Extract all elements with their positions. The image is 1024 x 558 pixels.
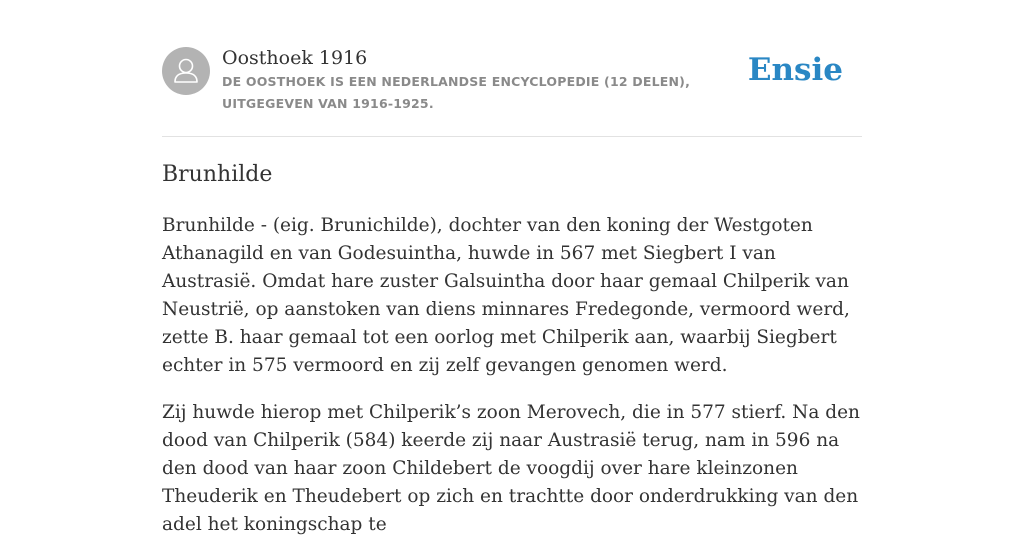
ensie-logo[interactable]: Ensie — [747, 52, 843, 88]
article-paragraph: Brunhilde - (eig. Brunichilde), dochter van den koning der Westgoten Athanagild en van Godesuintha, huwde in 567 met Siegbert I van Austrasië. Omdat hare zuster Galsuintha door haar gemaal Chilperik van Neustrië, op aanstoken van diens minnares Fredegonde, vermoord werd, zette B. haar gemaal tot een oorlog met Chilperik aan, waarbij Siegbert echter in 575 vermoord en zij zelf gevangen genomen werd. — [162, 215, 850, 376]
article-body — [162, 212, 862, 558]
article-paragraph: Zij huwde hierop met Chilperik’s zoon Merovech, die in 577 stierf. Na den dood van Chilperik (584) keerde zij naar Austrasië terug, nam in 596 na den dood van haar zoon Childebert de voogdij over hare kleinzonen Theuderik en Theudebert op zich en trachtte door onderdrukking van den adel het koningschap te — [162, 402, 860, 535]
source-description: DE OOSTHOEK IS EEN NEDERLANDSE ENCYCLOPEDIE (12 DELEN), UITGEGEVEN VAN 1916-1925. — [222, 74, 691, 111]
source-avatar[interactable] — [162, 47, 210, 95]
source-header — [162, 46, 862, 137]
source-name[interactable]: Oosthoek 1916 — [222, 47, 368, 69]
user-icon — [162, 47, 210, 95]
article-title: Brunhilde — [162, 162, 273, 187]
